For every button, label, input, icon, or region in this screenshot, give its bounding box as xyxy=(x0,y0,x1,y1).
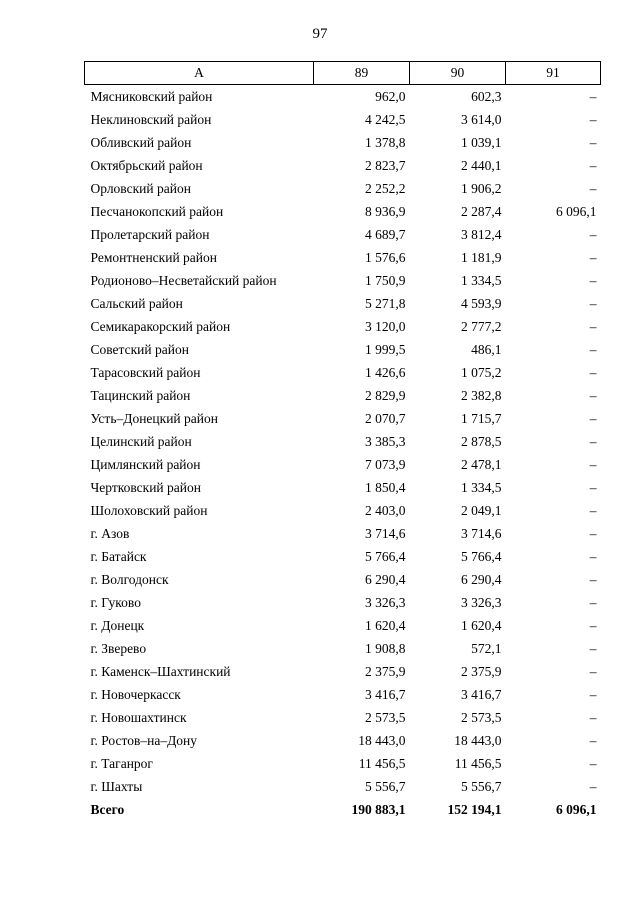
row-value-91: – xyxy=(589,295,597,311)
row-name: г. Новошахтинск xyxy=(90,709,187,725)
row-value-91: – xyxy=(589,617,597,633)
row-name: г. Батайск xyxy=(90,548,147,564)
row-value-90: 1 334,5 xyxy=(461,479,502,495)
row-value-89: 1 620,4 xyxy=(365,617,406,633)
row-value-90: 4 593,9 xyxy=(461,295,502,311)
row-value-90: 1 334,5 xyxy=(461,272,502,288)
row-value-90: 602,3 xyxy=(471,88,502,104)
row-value-90: 1 906,2 xyxy=(461,180,502,196)
row-value-89: 1 850,4 xyxy=(365,479,406,495)
row-value-89: 1 999,5 xyxy=(365,341,406,357)
row-value-91: 6 096,1 xyxy=(556,801,597,817)
row-value-89: 11 456,5 xyxy=(358,755,406,771)
table-row xyxy=(85,591,601,614)
row-name: г. Азов xyxy=(90,525,130,541)
row-value-90: 2 049,1 xyxy=(461,502,502,518)
row-value-90: 3 326,3 xyxy=(461,594,502,610)
row-name: г. Ростов–на–Дону xyxy=(90,732,198,748)
table-row xyxy=(85,361,601,384)
row-value-90: 1 181,9 xyxy=(461,249,502,265)
header-col-91: 91 xyxy=(506,62,601,85)
row-name: г. Зверево xyxy=(90,640,147,656)
table-row xyxy=(85,660,601,683)
row-value-89: 2 823,7 xyxy=(365,157,406,173)
table-row xyxy=(85,453,601,476)
row-value-91: – xyxy=(589,364,597,380)
row-name: Тарасовский район xyxy=(90,364,201,380)
row-value-91: – xyxy=(589,88,597,104)
header-col-90: 90 xyxy=(410,62,506,85)
row-name: Орловский район xyxy=(90,180,191,196)
row-value-90: 2 375,9 xyxy=(461,663,502,679)
row-value-90: 486,1 xyxy=(471,341,502,357)
row-value-91: – xyxy=(589,456,597,472)
row-value-89: 3 714,6 xyxy=(365,525,406,541)
table-row xyxy=(85,545,601,568)
row-value-91: – xyxy=(589,134,597,150)
row-value-91: – xyxy=(589,502,597,518)
table-row xyxy=(85,614,601,637)
table-row xyxy=(85,568,601,591)
table-row xyxy=(85,177,601,200)
row-value-89: 5 766,4 xyxy=(365,548,406,564)
row-name: Целинский район xyxy=(90,433,192,449)
row-name: г. Таганрог xyxy=(90,755,153,771)
table-row xyxy=(85,407,601,430)
total-row xyxy=(85,798,601,821)
row-value-91: – xyxy=(589,571,597,587)
row-value-89: 5 556,7 xyxy=(365,778,406,794)
row-name: Ремонтненский район xyxy=(90,249,217,265)
row-value-91: – xyxy=(589,157,597,173)
row-value-89: 2 070,7 xyxy=(365,410,406,426)
row-name: Цимлянский район xyxy=(90,456,201,472)
row-value-89: 1 908,8 xyxy=(365,640,406,656)
row-name: г. Каменск–Шахтинский xyxy=(90,663,231,679)
table-row xyxy=(85,200,601,223)
table-row xyxy=(85,292,601,315)
row-name: Чертковский район xyxy=(90,479,201,495)
row-name: Сальский район xyxy=(90,295,183,311)
table-row xyxy=(85,706,601,729)
row-name: Обливский район xyxy=(90,134,192,150)
row-value-90: 3 416,7 xyxy=(461,686,502,702)
row-name: Мясниковский район xyxy=(90,88,213,104)
row-value-89: 18 443,0 xyxy=(358,732,406,748)
table-row xyxy=(85,269,601,292)
row-value-89: 1 378,8 xyxy=(365,134,406,150)
table-row xyxy=(85,683,601,706)
row-name: Шолоховский район xyxy=(90,502,208,518)
table-row xyxy=(85,775,601,798)
table-row xyxy=(85,108,601,131)
row-value-90: 572,1 xyxy=(471,640,502,656)
row-value-90: 2 777,2 xyxy=(461,318,502,334)
row-value-91: – xyxy=(589,249,597,265)
row-value-89: 3 326,3 xyxy=(365,594,406,610)
row-value-89: 2 829,9 xyxy=(365,387,406,403)
row-value-90: 1 075,2 xyxy=(461,364,502,380)
table-row xyxy=(85,384,601,407)
row-value-90: 5 766,4 xyxy=(461,548,502,564)
header-col-a: А xyxy=(85,62,314,85)
row-value-91: – xyxy=(589,686,597,702)
table-row xyxy=(85,476,601,499)
row-name: Октябрьский район xyxy=(90,157,203,173)
row-value-90: 2 287,4 xyxy=(461,203,502,219)
row-value-91: – xyxy=(589,433,597,449)
row-value-89: 1 750,9 xyxy=(365,272,406,288)
table-row xyxy=(85,637,601,660)
row-value-89: 3 120,0 xyxy=(365,318,406,334)
row-value-89: 8 936,9 xyxy=(365,203,406,219)
row-value-91: – xyxy=(589,410,597,426)
row-name: Родионово–Несветайский район xyxy=(90,272,277,288)
table-row xyxy=(85,246,601,269)
row-value-90: 3 812,4 xyxy=(461,226,502,242)
row-value-91: – xyxy=(589,341,597,357)
row-value-89: 4 689,7 xyxy=(365,226,406,242)
row-value-89: 2 403,0 xyxy=(365,502,406,518)
table-header xyxy=(85,62,601,85)
row-value-90: 2 382,8 xyxy=(461,387,502,403)
row-name: Усть–Донецкий район xyxy=(90,410,218,426)
table-body xyxy=(85,85,601,822)
table-row xyxy=(85,338,601,361)
table-row xyxy=(85,154,601,177)
row-value-89: 190 883,1 xyxy=(351,801,406,817)
row-value-91: – xyxy=(589,226,597,242)
row-name: г. Новочеркасск xyxy=(90,686,181,702)
row-value-90: 2 573,5 xyxy=(461,709,502,725)
row-name: Песчанокопский район xyxy=(90,203,224,219)
row-name: Пролетарский район xyxy=(90,226,210,242)
row-name: г. Волгодонск xyxy=(90,571,169,587)
row-value-90: 6 290,4 xyxy=(461,571,502,587)
row-value-89: 7 073,9 xyxy=(365,456,406,472)
row-value-89: 2 252,2 xyxy=(365,180,406,196)
row-value-91: – xyxy=(589,387,597,403)
row-value-91: – xyxy=(589,663,597,679)
table-row xyxy=(85,729,601,752)
row-value-91: – xyxy=(589,525,597,541)
row-value-91: – xyxy=(589,548,597,564)
row-value-89: 1 576,6 xyxy=(365,249,406,265)
row-value-91: – xyxy=(589,318,597,334)
row-value-89: 5 271,8 xyxy=(365,295,406,311)
table-row xyxy=(85,223,601,246)
row-value-90: 5 556,7 xyxy=(461,778,502,794)
row-name: Неклиновский район xyxy=(90,111,212,127)
row-value-91: – xyxy=(589,272,597,288)
row-name: г. Донецк xyxy=(90,617,145,633)
row-value-90: 1 715,7 xyxy=(461,410,502,426)
row-value-89: 2 573,5 xyxy=(365,709,406,725)
row-value-90: 2 878,5 xyxy=(461,433,502,449)
row-name: Семикаракорский район xyxy=(90,318,231,334)
row-value-89: 962,0 xyxy=(375,88,406,104)
row-name: Тацинский район xyxy=(90,387,191,403)
row-name: Всего xyxy=(90,801,125,817)
table-row xyxy=(85,522,601,545)
row-name: г. Гуково xyxy=(90,594,141,610)
row-value-89: 3 416,7 xyxy=(365,686,406,702)
row-value-90: 152 194,1 xyxy=(447,801,502,817)
row-value-91: – xyxy=(589,180,597,196)
row-value-89: 2 375,9 xyxy=(365,663,406,679)
row-value-89: 4 242,5 xyxy=(365,111,406,127)
row-value-91: 6 096,1 xyxy=(556,203,597,219)
row-value-90: 2 478,1 xyxy=(461,456,502,472)
row-value-91: – xyxy=(589,732,597,748)
table-row xyxy=(85,499,601,522)
row-value-90: 2 440,1 xyxy=(461,157,502,173)
data-table xyxy=(84,61,601,821)
row-value-90: 3 714,6 xyxy=(461,525,502,541)
row-name: Советский район xyxy=(90,341,189,357)
row-value-90: 3 614,0 xyxy=(461,111,502,127)
row-value-90: 1 039,1 xyxy=(461,134,502,150)
row-value-89: 3 385,3 xyxy=(365,433,406,449)
row-value-90: 18 443,0 xyxy=(454,732,502,748)
table-row xyxy=(85,752,601,775)
row-name: г. Шахты xyxy=(90,778,143,794)
row-value-91: – xyxy=(589,709,597,725)
header-row xyxy=(85,62,601,85)
page-number: 97 xyxy=(312,26,328,42)
row-value-89: 6 290,4 xyxy=(365,571,406,587)
row-value-91: – xyxy=(589,594,597,610)
table-row xyxy=(85,131,601,154)
row-value-91: – xyxy=(589,111,597,127)
header-col-89: 89 xyxy=(314,62,410,85)
row-value-91: – xyxy=(589,755,597,771)
row-value-91: – xyxy=(589,640,597,656)
row-value-89: 1 426,6 xyxy=(365,364,406,380)
row-value-90: 11 456,5 xyxy=(454,755,502,771)
table-row xyxy=(85,315,601,338)
row-value-91: – xyxy=(589,479,597,495)
row-value-91: – xyxy=(589,778,597,794)
table-row xyxy=(85,85,601,109)
row-value-90: 1 620,4 xyxy=(461,617,502,633)
table-row xyxy=(85,430,601,453)
